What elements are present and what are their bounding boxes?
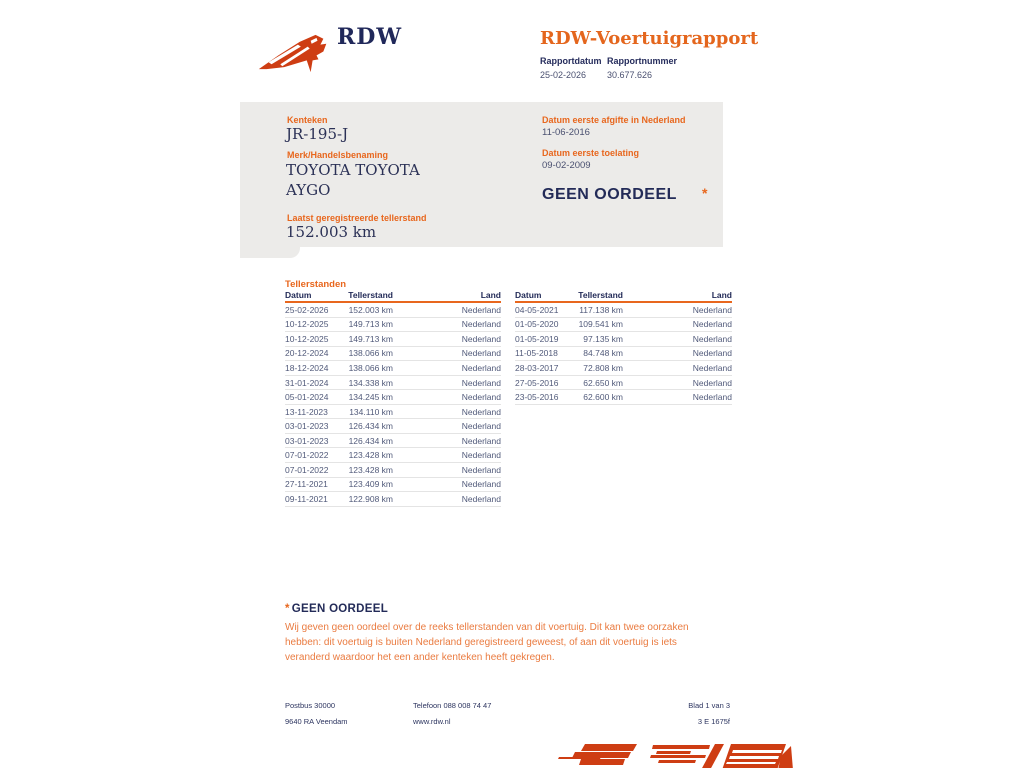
rdw-wordmark: RDW <box>337 24 403 50</box>
country-cell: Nederland <box>461 450 501 461</box>
footer-form-code: 3 E 1675f <box>697 717 730 726</box>
eerste-afgifte-label: Datum eerste afgifte in Nederland <box>542 115 686 125</box>
table-row <box>285 347 501 362</box>
report-date-value: 25-02-2026 <box>540 70 587 80</box>
table-row <box>285 478 501 493</box>
odometer-cell: 62.600 km <box>583 392 623 403</box>
country-cell: Nederland <box>461 333 501 344</box>
date-cell: 04-05-2021 <box>515 304 559 315</box>
odometer-cell: 138.066 km <box>348 362 393 373</box>
report-date-label: Rapportdatum <box>540 56 602 66</box>
report-number-label: Rapportnummer <box>607 56 678 66</box>
country-cell: Nederland <box>692 304 732 315</box>
report-number-field <box>607 56 677 80</box>
country-cell: Nederland <box>461 421 501 432</box>
date-cell: 09-11-2021 <box>285 493 328 504</box>
table-row <box>285 492 501 507</box>
table-row <box>285 361 501 376</box>
date-cell: 13-11-2023 <box>285 406 328 417</box>
footer-website: www.rdw.nl <box>413 717 451 726</box>
report-meta <box>540 56 691 80</box>
country-cell: Nederland <box>461 348 501 359</box>
header-land: Land <box>711 290 732 300</box>
country-cell: Nederland <box>461 377 501 388</box>
date-cell: 27-05-2016 <box>515 377 559 388</box>
table-body-left <box>285 303 501 507</box>
table-row <box>285 303 501 318</box>
table-row <box>285 376 501 391</box>
date-cell: 03-01-2023 <box>285 435 329 446</box>
date-cell: 18-12-2024 <box>285 362 329 373</box>
odometer-cell: 149.713 km <box>348 333 393 344</box>
table-row <box>285 332 501 347</box>
table-row <box>285 405 501 420</box>
tellerstanden-title: Tellerstanden <box>285 279 347 290</box>
rdw-logo-flag-icon <box>256 30 334 75</box>
footer-page-indicator: Blad 1 van 3 <box>688 701 730 710</box>
table-row <box>515 318 732 333</box>
country-cell: Nederland <box>461 406 501 417</box>
footer-page-info <box>688 701 730 733</box>
country-cell: Nederland <box>461 392 501 403</box>
footer-phone: Telefoon 088 008 74 47 <box>413 701 492 710</box>
date-cell: 31-01-2024 <box>285 377 329 388</box>
country-cell: Nederland <box>461 304 501 315</box>
footnote-body: Wij geven geen oordeel over de reeks tellerstanden van dit voertuig. Dit kan twee oorzaken hebben: dit voertuig is buiten Nederland geregistreerd geweest, of aan dit voertuig is iets veranderd waardoor het een ander kenteken heeft gekregen. <box>285 622 689 663</box>
header-datum: Datum <box>285 290 312 300</box>
header-tellerstand: Tellerstand <box>578 290 623 300</box>
date-cell: 25-02-2026 <box>285 304 329 315</box>
eerste-toelating-value: 09-02-2009 <box>542 160 591 171</box>
footnote-asterisk: * <box>285 603 290 615</box>
date-cell: 01-05-2019 <box>515 333 559 344</box>
panel-corner-tab <box>240 247 300 258</box>
odometer-cell: 126.434 km <box>348 421 393 432</box>
country-cell: Nederland <box>461 362 501 373</box>
odometer-cell: 149.713 km <box>348 319 393 330</box>
date-cell: 11-05-2018 <box>515 348 558 359</box>
table-row <box>285 463 501 478</box>
kenteken-value: JR-195-J <box>286 125 349 143</box>
country-cell: Nederland <box>692 333 732 344</box>
country-cell: Nederland <box>461 479 501 490</box>
date-cell: 10-12-2025 <box>285 333 329 344</box>
odometer-cell: 134.245 km <box>348 392 393 403</box>
tellerstanden-table-right <box>515 291 732 405</box>
country-cell: Nederland <box>692 319 732 330</box>
table-row <box>285 390 501 405</box>
odometer-cell: 122.908 km <box>348 493 393 504</box>
laatste-tellerstand-label: Laatst geregistreerde tellerstand <box>287 213 427 223</box>
table-header-row <box>515 291 732 303</box>
oordeel-status: GEEN OORDEEL <box>542 186 677 203</box>
odometer-cell: 123.409 km <box>348 479 393 490</box>
country-cell: Nederland <box>692 377 732 388</box>
laatste-tellerstand-value: 152.003 km <box>286 223 377 241</box>
country-cell: Nederland <box>692 392 732 403</box>
table-header-row <box>285 291 501 303</box>
table-row <box>515 347 732 362</box>
eerste-afgifte-value: 11-06-2016 <box>542 127 590 138</box>
merk-label: Merk/Handelsbenaming <box>287 150 389 160</box>
kenteken-label: Kenteken <box>287 115 328 125</box>
header-tellerstand: Tellerstand <box>348 290 393 300</box>
footer-address <box>285 701 348 733</box>
odometer-cell: 123.428 km <box>348 450 393 461</box>
date-cell: 07-01-2022 <box>285 450 329 461</box>
date-cell: 05-01-2024 <box>285 392 329 403</box>
vehicle-summary-panel <box>240 102 723 247</box>
table-body-right <box>515 303 732 405</box>
date-cell: 03-01-2023 <box>285 421 329 432</box>
odometer-cell: 152.003 km <box>348 304 393 315</box>
date-cell: 10-12-2025 <box>285 319 329 330</box>
odometer-cell: 97.135 km <box>583 333 623 344</box>
odometer-cell: 84.748 km <box>583 348 623 359</box>
country-cell: Nederland <box>461 464 501 475</box>
eerste-toelating-label: Datum eerste toelating <box>542 148 640 158</box>
report-number-value: 30.677.626 <box>607 70 653 80</box>
odometer-cell: 123.428 km <box>348 464 393 475</box>
table-row <box>515 332 732 347</box>
footnote-title <box>285 603 710 615</box>
rdw-flag-graphic-icon <box>545 742 793 768</box>
odometer-cell: 62.650 km <box>583 377 623 388</box>
odometer-cell: 126.434 km <box>348 435 393 446</box>
footer-contact <box>413 701 491 733</box>
table-row <box>515 390 732 405</box>
date-cell: 20-12-2024 <box>285 348 329 359</box>
odometer-cell: 134.338 km <box>348 377 393 388</box>
table-row <box>515 361 732 376</box>
tellerstanden-table-left <box>285 291 501 507</box>
odometer-cell: 109.541 km <box>578 319 623 330</box>
footer-address-line2: 9640 RA Veendam <box>285 717 348 726</box>
country-cell: Nederland <box>692 348 732 359</box>
table-row <box>285 318 501 333</box>
date-cell: 07-01-2022 <box>285 464 329 475</box>
date-cell: 27-11-2021 <box>285 479 328 490</box>
table-row <box>285 434 501 449</box>
footnote-title-text: GEEN OORDEEL <box>291 603 389 615</box>
table-row <box>285 448 501 463</box>
date-cell: 28-03-2017 <box>515 362 559 373</box>
footer-address-line1: Postbus 30000 <box>285 701 336 710</box>
report-title: RDW-Voertuigrapport <box>540 28 759 49</box>
header-datum: Datum <box>515 290 542 300</box>
footnote <box>285 603 710 665</box>
merk-value: TOYOTA TOYOTA AYGO <box>286 161 420 199</box>
odometer-cell: 134.110 km <box>349 406 393 417</box>
oordeel-asterisk: * <box>702 185 708 201</box>
table-row <box>515 376 732 391</box>
country-cell: Nederland <box>461 319 501 330</box>
country-cell: Nederland <box>461 493 501 504</box>
odometer-cell: 72.808 km <box>583 362 623 373</box>
country-cell: Nederland <box>461 435 501 446</box>
date-cell: 23-05-2016 <box>515 392 559 403</box>
table-row <box>285 419 501 434</box>
odometer-cell: 117.138 km <box>579 304 623 315</box>
table-row <box>515 303 732 318</box>
header-land: Land <box>480 290 501 300</box>
date-cell: 01-05-2020 <box>515 319 559 330</box>
report-date-field <box>540 56 602 80</box>
country-cell: Nederland <box>692 362 732 373</box>
odometer-cell: 138.066 km <box>348 348 393 359</box>
